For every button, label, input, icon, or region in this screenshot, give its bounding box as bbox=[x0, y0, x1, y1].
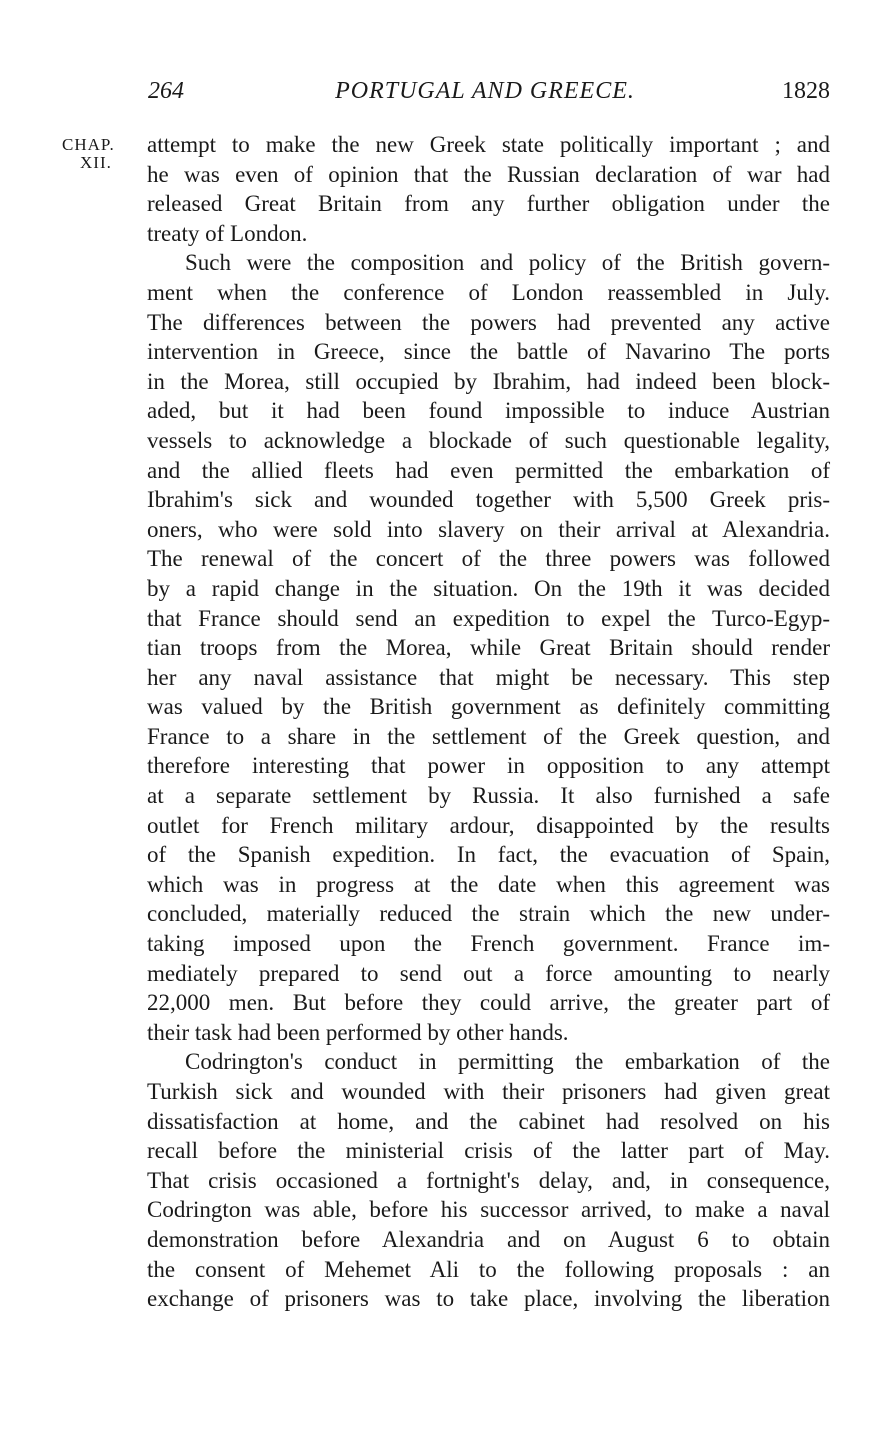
text-line: oners, who were sold into slavery on their arrival at Alexandria. bbox=[147, 516, 830, 542]
text-line: released Great Britain from any further obligation under the bbox=[147, 191, 830, 217]
text-line: he was even of opinion that the Russian declaration of war had bbox=[147, 161, 830, 187]
text-line: treaty of London. bbox=[147, 220, 308, 246]
chapter-label: CHAP. bbox=[62, 135, 115, 154]
text-line: and the allied fleets had even permitted the embarkation of bbox=[147, 457, 830, 483]
page-number: 264 bbox=[148, 78, 184, 104]
text-line: by a rapid change in the situation. On the 19th it was decided bbox=[147, 575, 830, 601]
text-line: 22,000 men. But before they could arrive, the greater part of bbox=[147, 990, 830, 1016]
text-line: outlet for French military ardour, disappointed by the results bbox=[147, 812, 830, 838]
text-line: Such were the composition and policy of the British govern- bbox=[185, 250, 830, 276]
text-line: ment when the conference of London reassembled in July. bbox=[147, 279, 830, 305]
running-title: PORTUGAL AND GREECE. bbox=[335, 78, 635, 104]
text-line: the consent of Mehemet Ali to the following proposals : an bbox=[147, 1256, 830, 1282]
chapter-marginal-note bbox=[62, 136, 142, 172]
text-line: concluded, materially reduced the strain which the new under- bbox=[147, 901, 830, 927]
text-line: Turkish sick and wounded with their prisoners had given great bbox=[147, 1079, 830, 1104]
header-year: 1828 bbox=[782, 78, 830, 104]
text-line: Codrington's conduct in permitting the embarkation of the bbox=[185, 1049, 830, 1075]
text-line: that France should send an expedition to expel the Turco-Egyp- bbox=[147, 605, 830, 631]
text-line: Ibrahim's sick and wounded together with 5,500 Greek pris- bbox=[147, 487, 830, 513]
text-line: The renewal of the concert of the three powers was followed bbox=[147, 546, 830, 572]
text-line: tian troops from the Morea, while Great Britain should render bbox=[147, 635, 830, 661]
text-line: dissatisfaction at home, and the cabinet had resolved on his bbox=[147, 1108, 830, 1134]
body-text bbox=[147, 130, 830, 1314]
text-line: their task had been performed by other hands. bbox=[147, 1019, 569, 1045]
text-line: mediately prepared to send out a force amounting to nearly bbox=[147, 960, 830, 986]
chapter-number: XII. bbox=[80, 153, 112, 172]
text-line: intervention in Greece, since the battle of Navarino The ports bbox=[147, 339, 830, 365]
text-line: taking imposed upon the French government. France im- bbox=[147, 931, 830, 957]
text-line: aded, but it had been found impossible to induce Austrian bbox=[147, 398, 830, 424]
text-line: attempt to make the new Greek state politically important ; and bbox=[147, 132, 830, 157]
text-line: exchange of prisoners was to take place, involving the liberation bbox=[147, 1286, 830, 1312]
text-line: Codrington was able, before his successor arrived, to make a naval bbox=[147, 1197, 830, 1223]
text-line: That crisis occasioned a fortnight's delay, and, in consequence, bbox=[147, 1167, 830, 1193]
text-line: demonstration before Alexandria and on August 6 to obtain bbox=[147, 1226, 830, 1252]
text-line: recall before the ministerial crisis of the latter part of May. bbox=[147, 1138, 830, 1164]
text-line: at a separate settlement by Russia. It also furnished a safe bbox=[147, 783, 830, 809]
text-line: her any naval assistance that might be necessary. This step bbox=[147, 664, 830, 690]
text-line: was valued by the British government as definitely committing bbox=[147, 694, 830, 720]
text-line: The differences between the powers had prevented any active bbox=[147, 309, 830, 335]
text-line: which was in progress at the date when this agreement was bbox=[147, 871, 830, 897]
text-line: in the Morea, still occupied by Ibrahim, had indeed been block- bbox=[147, 368, 830, 394]
text-line: therefore interesting that power in opposition to any attempt bbox=[147, 753, 830, 779]
text-line: of the Spanish expedition. In fact, the evacuation of Spain, bbox=[147, 842, 830, 868]
text-line: France to a share in the settlement of the Greek question, and bbox=[147, 723, 830, 749]
text-line: vessels to acknowledge a blockade of such questionable legality, bbox=[147, 427, 830, 453]
page-header bbox=[140, 78, 830, 110]
